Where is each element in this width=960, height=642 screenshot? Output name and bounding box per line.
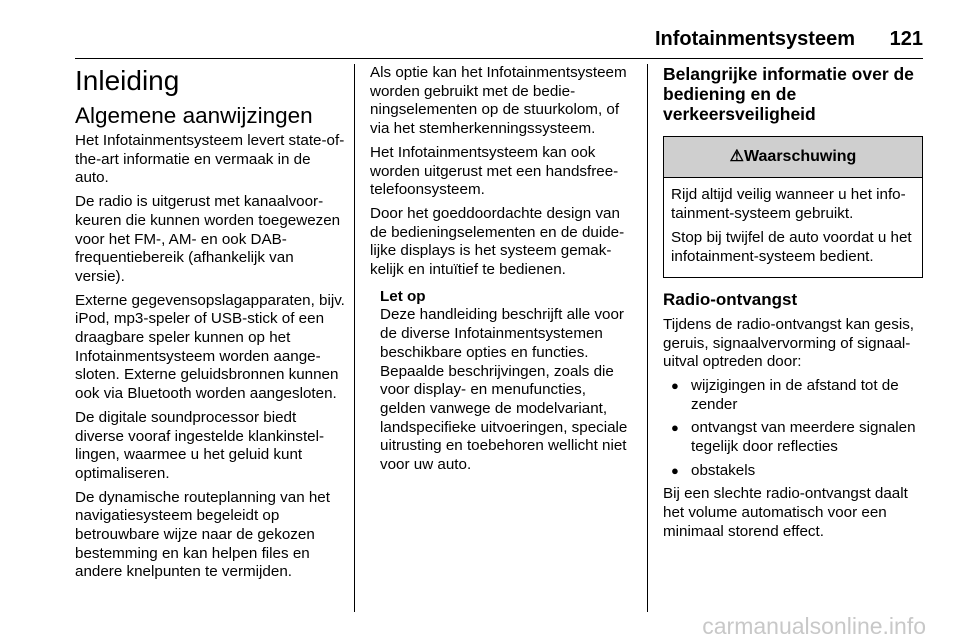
bullet-list: [663, 377, 925, 481]
section-heading: Inleiding: [75, 65, 180, 96]
paragraph: Externe gegevensopslagapparaten, bijv. iPod, mp3-speler of USB-stick of een draagbare speler kunnen op het Infotainmentsysteem worden aangesloten. Externe geluidsbronnen kunnen ook via Bluetooth worden aangesloten.: [75, 291, 345, 403]
column-1: [75, 64, 345, 587]
paragraph: Bij een slechte radio-ontvangst daalt het volume automatisch voor een minimaal storend effect.: [663, 485, 908, 540]
bullet-icon: ●: [671, 377, 679, 393]
warning-text: Rijd altijd veilig wanneer u het infotainment-systeem gebruikt.: [671, 186, 906, 222]
bullet-icon: ●: [671, 420, 679, 436]
page-number: 121: [889, 28, 923, 50]
warning-text: Stop bij twijfel de auto voordat u het infotainment-systeem bedient.: [671, 229, 912, 266]
note-title: Let op: [380, 287, 426, 305]
column-3: [663, 64, 925, 547]
column-divider-2: [647, 64, 648, 612]
paragraph: Tijdens de radio-ontvangst kan gesis, geruis, signaalvervorming of signaaluitval optreden door:: [663, 315, 915, 371]
page-header: [75, 24, 923, 59]
warning-body: [664, 178, 922, 277]
column-divider-1: [354, 64, 355, 612]
paragraph: Het Infotainmentsysteem levert state-of-the-art informatie en vermaak in de auto.: [75, 132, 345, 187]
paragraph: Door het goeddoordachte design van de bedieningselementen en de duidelijke displays is het systeem gemakkelijk en intuïtief te bedienen.: [370, 204, 625, 279]
warning-title: Waarschuwing: [744, 148, 857, 165]
paragraph: De radio is uitgerust met kanaalvoorkeuren die kunnen worden toegewezen voor het FM-, AM- en ook DAB-frequentiebereik (afhankelijk van versie).: [75, 193, 341, 285]
column-2: [370, 64, 632, 475]
list-item: ● obstakels: [671, 461, 756, 479]
note-block: [370, 288, 632, 475]
bullet-icon: ●: [671, 462, 679, 478]
warning-box: [663, 136, 923, 278]
subsection-heading: Algemene aanwijzingen: [75, 103, 313, 128]
note-text: Deze handleiding beschrijft alle voor de diverse Infotainmentsystemen beschikbare opties en functies. Bepaalde beschrijvingen, zoals die voor display- en menufuncties, gelden vanwege de modelvariant, landspecifieke uitvoeringen, speciale uitrusting en toebehoren wellicht niet voor uw auto.: [380, 306, 628, 474]
section-heading: Belangrijke informatie over de bediening en de verkeersveiligheid: [663, 64, 914, 124]
watermark: carmanualsonline.info: [702, 613, 926, 639]
subsection-heading: Radio-ontvangst: [663, 289, 798, 309]
list-item: ● ontvangst van meerdere signalen tegelijk door reflecties: [671, 419, 916, 456]
running-title: Infotainmentsysteem: [654, 28, 855, 50]
warning-triangle-icon: ⚠: [729, 148, 745, 165]
paragraph: De dynamische routeplanning van het navigatiesysteem begeleidt op betrouwbare wijze naar de gekozen bestemming en kan helpen files en andere knelpunten te vermijden.: [75, 488, 330, 581]
paragraph: Het Infotainmentsysteem kan ook worden uitgerust met een handsfree-telefoonsysteem.: [370, 143, 619, 199]
list-item: ● wijzigingen in de afstand tot de zender: [671, 376, 899, 413]
paragraph: Als optie kan het Infotainmentsysteem worden gebruikt met de bedieningselementen op de stuurkolom, of via het stemherkenningssysteem.: [370, 64, 627, 138]
warning-header: [664, 137, 922, 178]
paragraph: De digitale soundprocessor biedt diverse vooraf ingestelde klankinstellingen, waarmee u het geluid kunt optimaliseren.: [75, 408, 325, 482]
